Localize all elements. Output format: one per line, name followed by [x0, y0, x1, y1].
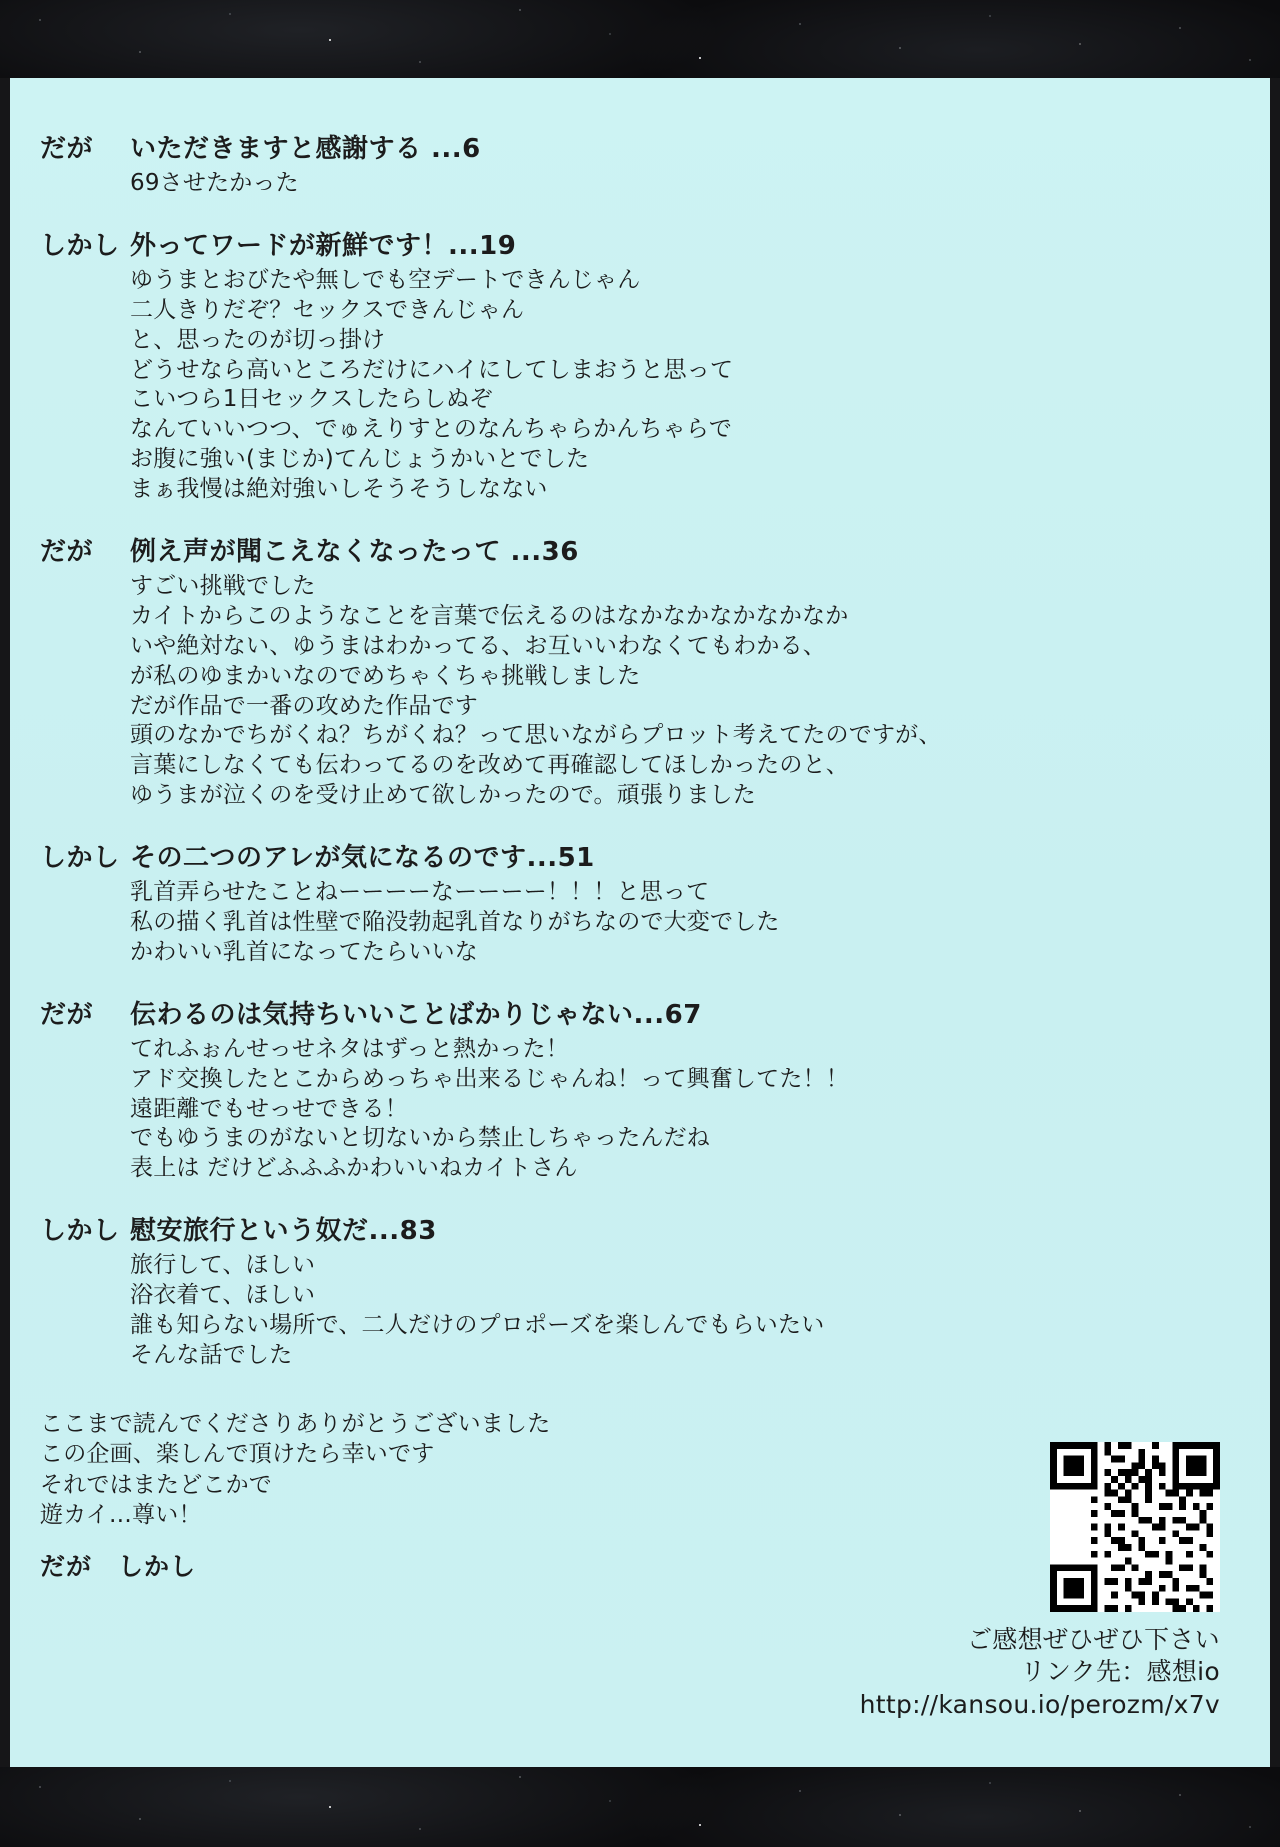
body-line: すごい挑戦でした: [130, 573, 316, 600]
body-line: そんな話でした: [130, 1341, 293, 1368]
body-line: アド交換したとこからめっちゃ出来るじゃんね！って興奮してた！！: [130, 1065, 849, 1092]
body-line: だが作品で一番の攻めた作品です: [130, 692, 478, 719]
section-conjunction: だが: [40, 999, 94, 1030]
afterword-section: [40, 1210, 1240, 1371]
starfield-bottom-border: [0, 1767, 1280, 1847]
section-body: [130, 1035, 1240, 1184]
section-title: その二つのアレが気になるのです...51: [130, 843, 595, 874]
body-line: 乳首弄らせたことねーーーーなーーーー！！！と思って: [130, 879, 710, 906]
closing-line: ここまで読んでくださりありがとうございました: [40, 1410, 551, 1437]
afterword-page: [10, 78, 1270, 1767]
body-line: こいつら1日セックスしたらしぬぞ: [130, 386, 493, 413]
qr-caption-url[interactable]: http://kansou.io/perozm/x7v: [859, 1689, 1220, 1719]
body-line: てれふぉんせっせネタはずっと熱かった！: [130, 1035, 569, 1062]
qr-code-icon[interactable]: [1050, 1442, 1220, 1612]
afterword-content: [40, 128, 1240, 1583]
section-title: 外ってワードが新鮮です！...19: [130, 230, 517, 261]
qr-caption-line: リンク先：感想io: [1020, 1657, 1220, 1686]
afterword-section: [40, 994, 1240, 1184]
section-heading: [40, 994, 1240, 1031]
body-line: 言葉にしなくても伝わってるのを改めて再確認してほしかったのと、: [130, 752, 849, 779]
closing-line: 遊カイ…尊い！: [40, 1501, 202, 1528]
section-body: [130, 878, 1240, 968]
body-line: カイトからこのようなことを言葉で伝えるのはなかなかなかなかなか: [130, 602, 849, 629]
body-line: でもゆうまのがないと切ないから禁止しちゃったんだね: [130, 1125, 710, 1152]
section-title: 例え声が聞こえなくなったって ...36: [130, 537, 579, 568]
section-heading: [40, 1210, 1240, 1247]
body-line: ゆうまとおびたや無しでも空デートできんじゃん: [130, 266, 641, 293]
body-line: なんていいつつ、でゅえりすとのなんちゃらかんちゃらで: [130, 416, 733, 443]
section-title: いただきますと感謝する ...6: [130, 134, 481, 164]
body-line: 二人きりだぞ？セックスできんじゃん: [130, 296, 525, 323]
section-title: 慰安旅行という奴だ...83: [130, 1216, 437, 1247]
afterword-section: [40, 128, 1240, 199]
body-line: 遠距離でもせっせできる！: [130, 1095, 408, 1122]
section-heading: [40, 128, 1240, 165]
section-heading: [40, 225, 1240, 262]
closing-line: それではまたどこかで: [40, 1471, 272, 1498]
section-title: 伝わるのは気持ちいいことばかりじゃない...67: [130, 999, 702, 1030]
body-line: 表上は だけどふふふかわいいねカイトさん: [130, 1155, 578, 1182]
afterword-section: [40, 531, 1240, 811]
afterword-section: [40, 837, 1240, 968]
body-line: 頭のなかでちがくね？ちがくね？って思いながらプロット考えてたのですが、: [130, 722, 942, 749]
section-conjunction: しかし: [40, 843, 120, 874]
starfield-top-border: [0, 0, 1280, 78]
closing-line: この企画、楽しんで頂けたら幸いです: [40, 1441, 435, 1468]
author-signature: だが しかし: [40, 1552, 197, 1582]
body-line: どうせなら高いところだけにハイにしてしまおうと思って: [130, 356, 734, 383]
body-line: まぁ我慢は絶対強いしそうそうしなない: [130, 476, 548, 503]
body-line: いや絶対ない、ゆうまはわかってる、お互いいわなくてもわかる、: [130, 632, 826, 659]
section-heading: [40, 531, 1240, 568]
body-line: お腹に強い(まじか)てんじょうかいとでした: [130, 446, 590, 473]
section-conjunction: だが: [40, 134, 94, 164]
body-line: 誰も知らない場所で、二人だけのプロポーズを楽しんでもらいたい: [130, 1312, 825, 1339]
section-heading: [40, 837, 1240, 874]
qr-caption: [800, 1624, 1220, 1722]
section-body: [130, 266, 1240, 505]
body-line: 旅行して、ほしい: [130, 1252, 316, 1279]
section-body: [130, 1251, 1240, 1371]
body-line: 浴衣着て、ほしい: [130, 1282, 316, 1309]
section-conjunction: しかし: [40, 1216, 120, 1247]
section-conjunction: しかし: [40, 230, 120, 261]
body-line: が私のゆまかいなのでめちゃくちゃ挑戦しました: [130, 662, 641, 689]
qr-caption-line: ご感想ぜひぜひ下さい: [966, 1624, 1220, 1654]
body-line: 私の描く乳首は性壁で陥没勃起乳首なりがちなので大変でした: [130, 909, 780, 936]
body-line: と、思ったのが切っ掛け: [130, 326, 386, 353]
section-body: [130, 169, 1240, 199]
section-conjunction: だが: [40, 537, 94, 568]
qr-contact-block: [800, 1442, 1220, 1722]
body-line: 69させたかった: [130, 170, 299, 196]
body-line: ゆうまが泣くのを受け止めて欲しかったので。頑張りました: [130, 782, 756, 809]
section-body: [130, 572, 1240, 811]
body-line: かわいい乳首になってたらいいな: [130, 938, 478, 965]
afterword-section: [40, 225, 1240, 505]
